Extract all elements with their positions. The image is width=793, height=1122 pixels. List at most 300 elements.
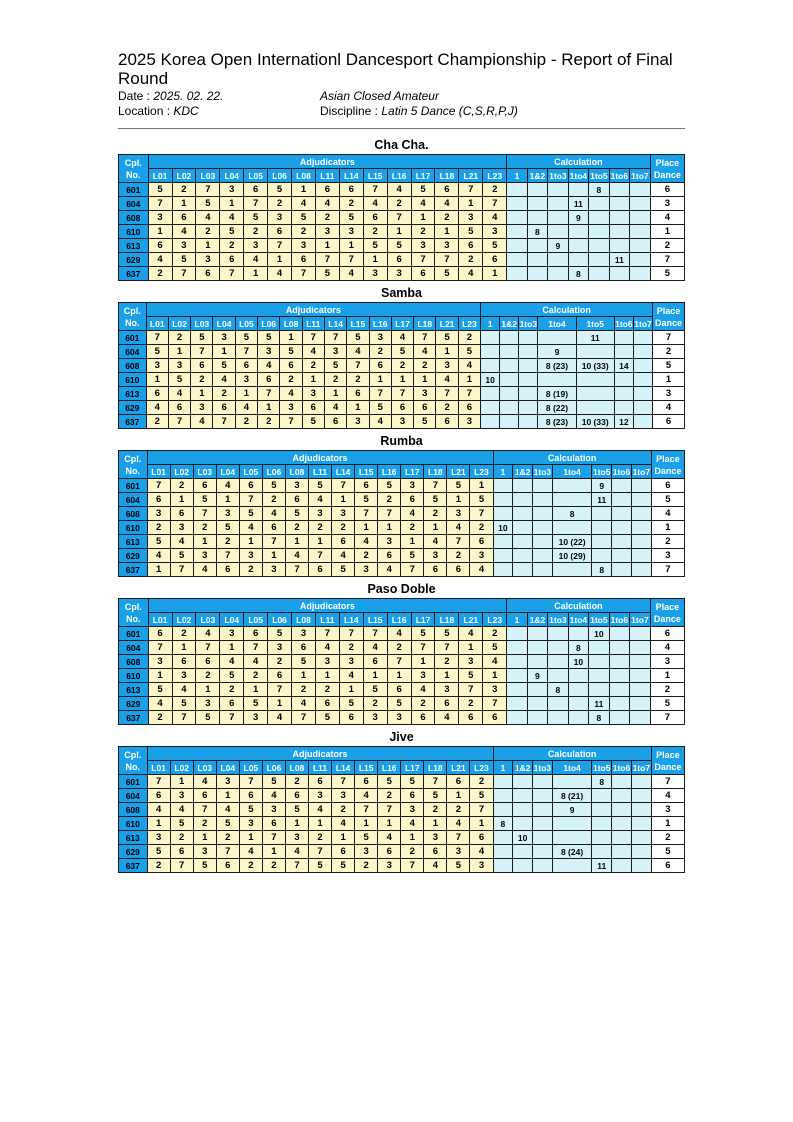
calc-cell: 11 [592, 493, 612, 507]
judge-mark: 2 [332, 521, 355, 535]
calc-cell [548, 183, 568, 197]
judge-mark: 2 [216, 831, 239, 845]
place-value: 6 [651, 479, 684, 493]
calc-cell: 11 [609, 253, 629, 267]
judge-mark: 3 [172, 669, 196, 683]
place-value: 6 [653, 415, 685, 429]
calc-cell [631, 535, 651, 549]
judge-mark: 6 [435, 183, 459, 197]
table-row [119, 331, 685, 345]
judge-mark: 1 [268, 253, 292, 267]
judge-mark: 6 [216, 859, 239, 873]
judge-mark: 6 [458, 401, 480, 415]
calc-column-header: 1&2 [513, 761, 533, 775]
judge-mark: 2 [309, 521, 332, 535]
table-row [119, 183, 685, 197]
judge-mark: 4 [483, 655, 507, 669]
judge-mark: 7 [216, 845, 239, 859]
judge-mark: 4 [435, 711, 459, 725]
judge-mark: 7 [147, 479, 170, 493]
judge-mark: 4 [339, 669, 363, 683]
place-header-line2: Dance [655, 317, 683, 328]
calc-cell [630, 697, 651, 711]
judge-mark: 3 [216, 775, 239, 789]
judge-mark: 2 [414, 359, 436, 373]
judge-mark: 4 [168, 387, 190, 401]
table-row [119, 239, 685, 253]
judge-mark: 3 [387, 267, 411, 281]
calc-cell [513, 817, 533, 831]
judge-mark: 4 [470, 845, 493, 859]
judge-mark: 2 [302, 359, 324, 373]
calc-cell [630, 267, 651, 281]
judge-mark: 1 [302, 373, 324, 387]
place-dance-header [653, 303, 685, 331]
place-value: 3 [650, 655, 684, 669]
calc-cell [500, 331, 519, 345]
couple-number: 613 [119, 831, 148, 845]
calc-cell [609, 683, 629, 697]
calc-cell [513, 507, 533, 521]
couple-number: 604 [119, 493, 148, 507]
table-row [119, 831, 685, 845]
judge-mark: 7 [239, 775, 262, 789]
calc-cell [609, 711, 629, 725]
calc-cell [493, 859, 513, 873]
judge-mark: 1 [401, 831, 424, 845]
place-value: 4 [653, 401, 685, 415]
judge-mark: 4 [459, 267, 483, 281]
judge-mark: 2 [424, 507, 447, 521]
judge-mark: 3 [355, 845, 378, 859]
judge-mark: 7 [332, 479, 355, 493]
calc-cell: 8 [589, 183, 609, 197]
judge-mark: 3 [447, 845, 470, 859]
judge-header: L01 [147, 761, 170, 775]
calc-cell: 9 [548, 239, 568, 253]
judge-mark: 3 [258, 345, 280, 359]
calc-cell: 11 [576, 331, 614, 345]
couple-number: 601 [119, 183, 149, 197]
judge-header: L11 [315, 169, 339, 183]
judge-mark: 7 [262, 535, 285, 549]
judge-mark: 6 [148, 627, 172, 641]
judge-mark: 5 [339, 211, 363, 225]
calc-cell [533, 859, 553, 873]
judge-mark: 4 [387, 627, 411, 641]
calc-cell [631, 845, 651, 859]
judge-mark: 4 [459, 627, 483, 641]
judge-mark: 5 [146, 345, 168, 359]
judge-mark: 4 [315, 197, 339, 211]
calc-cell [592, 817, 612, 831]
judge-mark: 5 [148, 183, 172, 197]
calc-cell [513, 549, 533, 563]
calc-cell [552, 563, 592, 577]
table-row [119, 345, 685, 359]
judge-mark: 3 [239, 549, 262, 563]
date-info [118, 89, 320, 104]
judge-mark: 7 [258, 387, 280, 401]
table-row [119, 563, 685, 577]
calc-cell [533, 521, 553, 535]
calc-cell [568, 183, 588, 197]
calc-cell [612, 521, 632, 535]
place-value: 7 [653, 331, 685, 345]
judge-header: L14 [332, 761, 355, 775]
judge-mark: 5 [424, 493, 447, 507]
calc-cell [552, 521, 592, 535]
calc-cell [513, 535, 533, 549]
couple-number: 604 [119, 789, 148, 803]
judge-mark: 5 [387, 697, 411, 711]
calc-cell [513, 803, 533, 817]
judge-mark: 6 [391, 401, 413, 415]
dance-section-jive [118, 729, 685, 873]
judge-mark: 6 [148, 239, 172, 253]
judge-mark: 6 [170, 507, 193, 521]
calc-cell [493, 789, 513, 803]
calc-column-header: 1to5 [590, 170, 608, 181]
calc-cell [507, 711, 527, 725]
judge-mark: 2 [216, 535, 239, 549]
place-value: 5 [650, 697, 684, 711]
place-header-line1: Place [656, 749, 680, 760]
judge-mark: 4 [191, 415, 213, 429]
calc-cell [493, 803, 513, 817]
judge-mark: 4 [483, 211, 507, 225]
place-value: 7 [651, 775, 684, 789]
judge-header: L15 [355, 465, 378, 479]
calc-cell [552, 775, 592, 789]
calc-column-header: 1to4 [552, 761, 592, 775]
calc-cell [609, 183, 629, 197]
place-value: 4 [650, 211, 684, 225]
calc-cell [631, 817, 651, 831]
judge-mark: 6 [220, 253, 244, 267]
judge-mark: 2 [401, 845, 424, 859]
judge-mark: 2 [324, 373, 346, 387]
judge-mark: 6 [262, 521, 285, 535]
place-value: 6 [650, 627, 684, 641]
judge-mark: 2 [315, 211, 339, 225]
calc-cell [568, 697, 588, 711]
judge-mark: 1 [459, 197, 483, 211]
judge-mark: 2 [258, 415, 280, 429]
judge-mark: 3 [411, 669, 435, 683]
judge-mark: 3 [285, 479, 308, 493]
location-info [118, 104, 320, 119]
judge-mark: 1 [391, 373, 413, 387]
calc-cell: 9 [538, 345, 576, 359]
judge-mark: 5 [447, 859, 470, 873]
judge-mark: 7 [147, 775, 170, 789]
calc-cell [527, 641, 547, 655]
place-dance-header [650, 155, 684, 183]
calc-cell [592, 549, 612, 563]
calc-cell [633, 415, 652, 429]
table-row [119, 415, 685, 429]
judge-mark: 1 [244, 267, 268, 281]
judge-mark: 2 [148, 711, 172, 725]
judge-mark: 6 [387, 683, 411, 697]
judge-mark: 4 [324, 401, 346, 415]
judge-mark: 6 [483, 711, 507, 725]
place-header-line1: Place [655, 601, 680, 612]
judge-mark: 2 [285, 775, 308, 789]
calc-column-header: 1to5 [576, 317, 614, 331]
judge-header: L23 [470, 761, 493, 775]
judge-mark: 7 [411, 641, 435, 655]
calc-cell: 12 [614, 415, 633, 429]
judge-mark: 6 [193, 479, 216, 493]
judge-mark: 3 [459, 211, 483, 225]
judge-mark: 2 [268, 197, 292, 211]
judge-mark: 3 [262, 803, 285, 817]
judge-mark: 1 [435, 669, 459, 683]
judge-mark: 6 [332, 845, 355, 859]
adjudicators-header: Adjudicators [147, 451, 493, 465]
judge-mark: 5 [315, 267, 339, 281]
judge-mark: 4 [315, 641, 339, 655]
judge-mark: 7 [292, 267, 316, 281]
judge-mark: 4 [216, 479, 239, 493]
table-row [119, 401, 685, 415]
calc-cell [609, 197, 629, 211]
calc-cell [552, 493, 592, 507]
calc-cell [500, 373, 519, 387]
judge-mark: 3 [213, 331, 235, 345]
judge-mark: 7 [339, 627, 363, 641]
judge-mark: 1 [170, 493, 193, 507]
table-row [119, 845, 685, 859]
judge-mark: 7 [483, 197, 507, 211]
judge-mark: 6 [292, 641, 316, 655]
judge-mark: 1 [309, 817, 332, 831]
judge-mark: 4 [347, 345, 369, 359]
calc-cell: 11 [568, 197, 588, 211]
judge-mark: 6 [387, 253, 411, 267]
judge-mark: 5 [268, 183, 292, 197]
calc-cell [630, 225, 651, 239]
judge-mark: 6 [235, 359, 257, 373]
judge-header: L08 [292, 613, 316, 627]
judge-mark: 2 [483, 627, 507, 641]
cpl-header-line2: No. [125, 465, 141, 476]
calc-cell: 8 (24) [552, 845, 592, 859]
judge-mark: 4 [268, 267, 292, 281]
judge-mark: 7 [435, 641, 459, 655]
judge-header: L08 [285, 465, 308, 479]
judge-mark: 1 [424, 817, 447, 831]
judge-header: L05 [239, 761, 262, 775]
judge-mark: 7 [292, 711, 316, 725]
calc-column-header: 1 [493, 761, 513, 775]
judge-mark: 2 [220, 239, 244, 253]
calc-cell: 10 [481, 373, 500, 387]
calculation-header: Calculation [507, 599, 650, 613]
judge-mark: 1 [147, 817, 170, 831]
judge-mark: 7 [309, 549, 332, 563]
couple-number: 637 [119, 563, 148, 577]
judge-mark: 2 [147, 859, 170, 873]
table-row [119, 775, 685, 789]
results-table [118, 450, 685, 577]
judge-mark: 4 [355, 535, 378, 549]
judge-mark: 5 [170, 817, 193, 831]
calc-column-header: 1to3 [519, 318, 538, 329]
judge-mark: 2 [332, 803, 355, 817]
judge-mark: 7 [411, 253, 435, 267]
calc-cell [533, 817, 553, 831]
calc-cell: 11 [592, 859, 612, 873]
calc-cell [568, 669, 588, 683]
judge-mark: 5 [168, 373, 190, 387]
place-header-line2: Dance [654, 761, 682, 772]
calc-cell: 8 [548, 683, 568, 697]
place-value: 7 [650, 711, 684, 725]
judge-mark: 1 [447, 493, 470, 507]
judge-mark: 7 [148, 197, 172, 211]
date-value: 2025. 02. 22. [153, 89, 224, 103]
calc-cell [533, 845, 553, 859]
calc-cell [507, 697, 527, 711]
calc-cell [513, 521, 533, 535]
judge-header: L23 [458, 317, 480, 331]
judge-header: L04 [216, 465, 239, 479]
judge-header: L16 [378, 761, 401, 775]
judge-mark: 5 [332, 859, 355, 873]
judge-mark: 1 [216, 493, 239, 507]
calc-cell [507, 669, 527, 683]
cpl-header-line1: Cpl. [124, 157, 142, 168]
judge-mark: 7 [401, 859, 424, 873]
judge-mark: 6 [196, 655, 220, 669]
calc-cell: 9 [592, 479, 612, 493]
judge-header: L02 [172, 613, 196, 627]
couple-number: 608 [119, 359, 147, 373]
judge-mark: 1 [258, 401, 280, 415]
judge-header: L14 [324, 317, 346, 331]
couple-number: 608 [119, 507, 148, 521]
calc-cell [513, 789, 533, 803]
calc-cell [513, 479, 533, 493]
calc-cell [592, 535, 612, 549]
judge-mark: 1 [239, 831, 262, 845]
judge-mark: 7 [324, 331, 346, 345]
place-value: 5 [653, 359, 685, 373]
judge-mark: 6 [424, 563, 447, 577]
calc-cell [589, 253, 609, 267]
judge-mark: 6 [239, 789, 262, 803]
calc-cell: 10 [493, 521, 513, 535]
judge-mark: 4 [309, 493, 332, 507]
judge-mark: 4 [292, 697, 316, 711]
judge-mark: 1 [262, 549, 285, 563]
judge-mark: 2 [435, 655, 459, 669]
judge-mark: 7 [262, 831, 285, 845]
judge-mark: 3 [401, 803, 424, 817]
judge-mark: 4 [285, 549, 308, 563]
judge-mark: 1 [339, 239, 363, 253]
judge-mark: 6 [447, 563, 470, 577]
judge-mark: 4 [147, 549, 170, 563]
judge-mark: 5 [191, 331, 213, 345]
judge-header: L18 [435, 613, 459, 627]
calc-cell [589, 641, 609, 655]
judge-mark: 1 [193, 831, 216, 845]
calc-cell: 8 [592, 775, 612, 789]
judge-mark: 5 [216, 817, 239, 831]
judge-mark: 1 [213, 345, 235, 359]
judge-mark: 1 [369, 373, 391, 387]
judge-mark: 7 [148, 641, 172, 655]
calc-cell [552, 859, 592, 873]
judge-mark: 2 [196, 225, 220, 239]
judge-mark: 7 [268, 239, 292, 253]
calc-cell [609, 697, 629, 711]
judge-mark: 4 [424, 859, 447, 873]
judge-mark: 1 [268, 697, 292, 711]
judge-mark: 2 [339, 641, 363, 655]
date-label: Date : [118, 89, 154, 103]
dance-title: Samba [381, 286, 422, 300]
calc-cell [527, 683, 547, 697]
couple-number: 608 [119, 211, 149, 225]
calc-cell [507, 627, 527, 641]
calc-cell [568, 253, 588, 267]
judge-mark: 3 [292, 627, 316, 641]
judge-mark: 3 [435, 683, 459, 697]
event-info [320, 89, 439, 104]
calc-cell [527, 655, 547, 669]
calc-cell [507, 225, 527, 239]
calc-cell [527, 627, 547, 641]
judge-mark: 1 [378, 817, 401, 831]
judge-header: L08 [280, 317, 302, 331]
judge-mark: 4 [196, 627, 220, 641]
calc-cell [589, 683, 609, 697]
calc-cell: 8 [552, 507, 592, 521]
judge-mark: 7 [363, 627, 387, 641]
judge-header: L21 [447, 761, 470, 775]
calc-cell [592, 845, 612, 859]
judge-mark: 7 [435, 253, 459, 267]
couple-number: 629 [119, 845, 148, 859]
judge-mark: 3 [339, 225, 363, 239]
judge-mark: 5 [172, 253, 196, 267]
calc-cell [493, 831, 513, 845]
judge-mark: 6 [355, 775, 378, 789]
judge-mark: 3 [378, 859, 401, 873]
judge-header: L05 [235, 317, 257, 331]
judge-mark: 7 [244, 197, 268, 211]
judge-header: L08 [285, 761, 308, 775]
judge-mark: 7 [191, 345, 213, 359]
judge-mark: 3 [280, 401, 302, 415]
couple-number: 629 [119, 401, 147, 415]
judge-mark: 1 [436, 345, 458, 359]
judge-mark: 5 [411, 627, 435, 641]
judge-mark: 3 [220, 183, 244, 197]
judge-mark: 7 [401, 563, 424, 577]
judge-header: L06 [258, 317, 280, 331]
judge-mark: 6 [258, 373, 280, 387]
judge-mark: 2 [193, 521, 216, 535]
calc-column-header: 1 [507, 613, 527, 627]
judge-mark: 2 [148, 267, 172, 281]
judge-mark: 4 [458, 359, 480, 373]
